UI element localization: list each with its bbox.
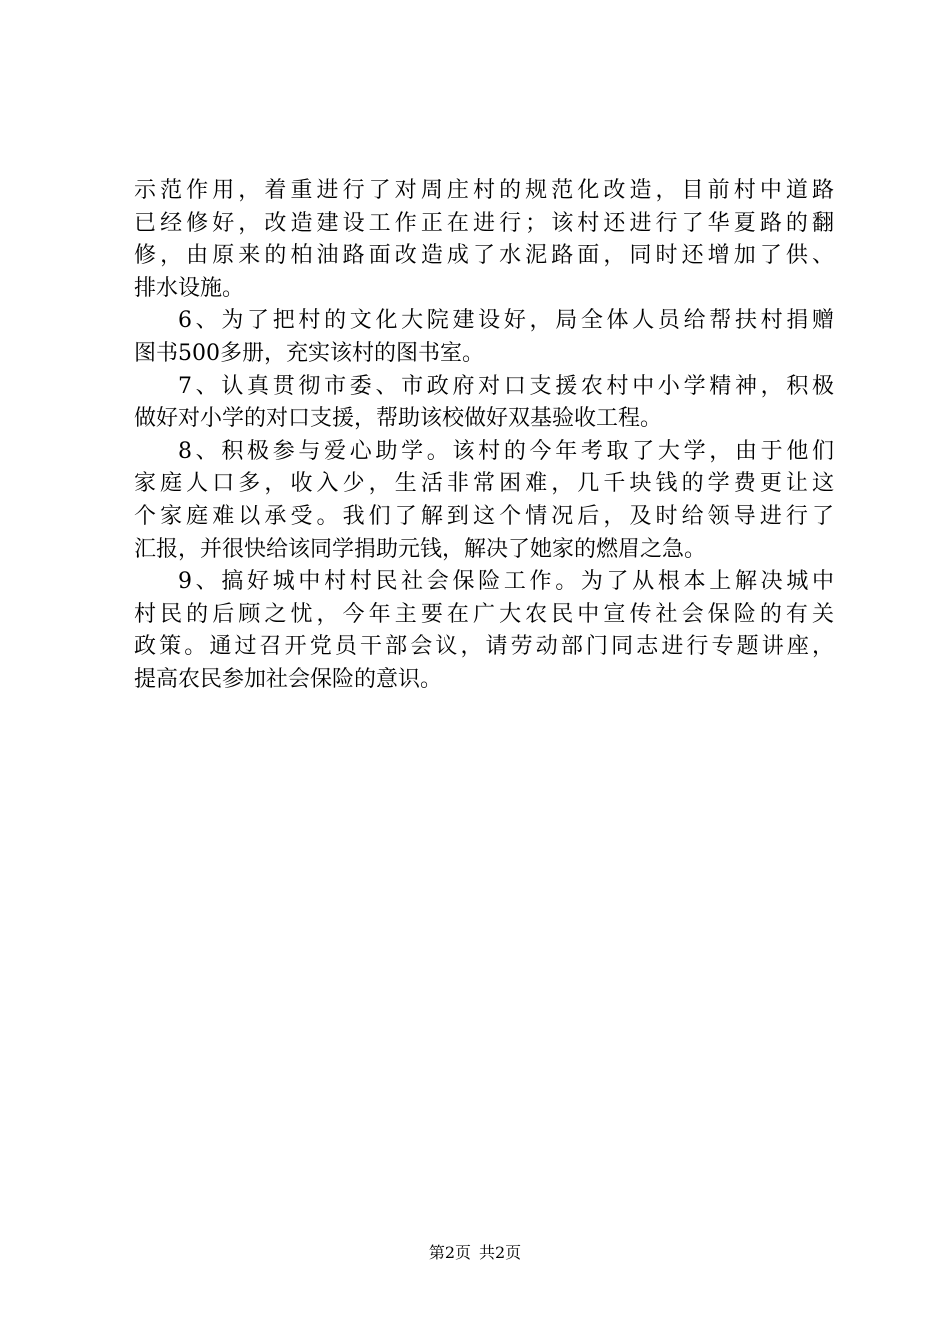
- page-number-total: 共2页: [479, 1243, 522, 1262]
- text-line: 村民的后顾之忧，今年主要在广大农民中宣传社会保险的有关: [134, 601, 834, 627]
- page-footer: [0, 1241, 950, 1265]
- text-line: 8、积极参与爱心助学。该村的今年考取了大学，由于他们: [178, 438, 834, 464]
- text-line: 修，由原来的柏油路面改造成了水泥路面，同时还增加了供、: [134, 243, 834, 269]
- text-line: 图书500多册，充实该村的图书室。: [134, 340, 484, 366]
- text-line: 家庭人口多，收入少，生活非常困难，几千块钱的学费更让这: [134, 471, 834, 497]
- text-line: 政策。通过召开党员干部会议，请劳动部门同志进行专题讲座，: [134, 634, 834, 660]
- text-line: 示范作用，着重进行了对周庄村的规范化改造，目前村中道路: [134, 178, 834, 203]
- text-line: 提高农民参加社会保险的意识。: [134, 666, 443, 692]
- text-line: 9、搞好城中村村民社会保险工作。为了从根本上解决城中: [178, 569, 834, 595]
- text-line: 7、认真贯彻市委、市政府对口支援农村中小学精神，积极: [178, 373, 834, 399]
- text-line: 已经修好，改造建设工作正在进行；该村还进行了华夏路的翻: [134, 210, 834, 236]
- text-line: 个家庭难以承受。我们了解到这个情况后，及时给领导进行了: [134, 503, 834, 529]
- text-line: 排水设施。: [134, 275, 245, 301]
- text-line: 做好对小学的对口支援，帮助该校做好双基验收工程。: [134, 406, 663, 432]
- text-line: 汇报，并很快给该同学捐助元钱，解决了她家的燃眉之急。: [134, 536, 707, 562]
- document-body: [134, 175, 834, 697]
- page-number-current: 第2页: [428, 1243, 471, 1262]
- text-line: 6、为了把村的文化大院建设好，局全体人员给帮扶村捐赠: [178, 308, 834, 334]
